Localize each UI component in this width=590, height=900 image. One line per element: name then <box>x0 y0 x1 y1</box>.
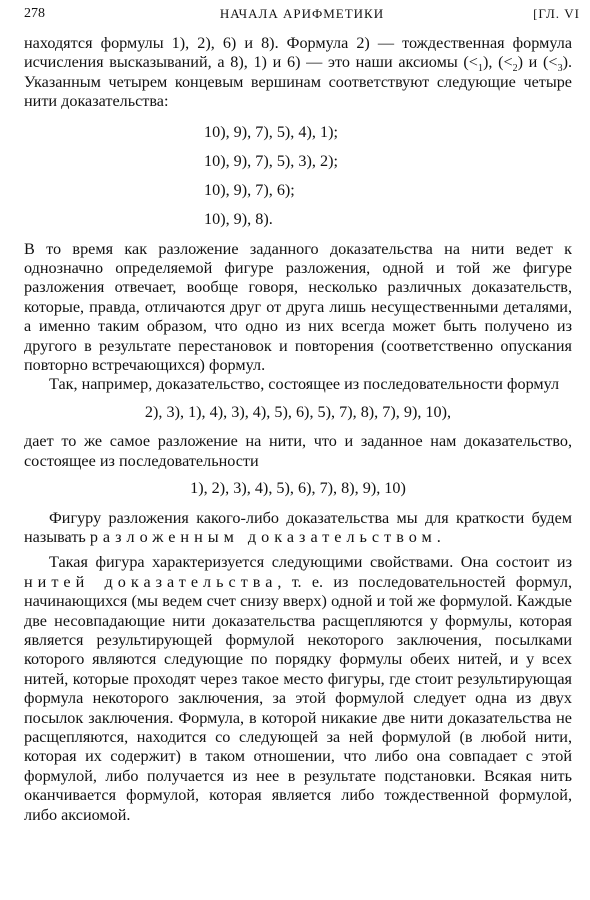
thread-line: 10), 9), 8). <box>204 209 273 228</box>
paragraph-6-text: , т. е. из последовательностей формул, начинающихся (мы ведем счет снизу вверх) одной и той же формулой. Каждые две несовпадающие нити доказательства расщепляются у формулы, которая является результирующей формулой некоторого заключения, посылками которого являются следующие по порядку формулы обеих нитей, и у всех нитей, которые проходят через такое место фигуры, где стоит результирующая формула некоторого заключения, за этой формулой следует одна из двух посылок заключения. Формула, в которой никакие две нити доказательства не расщепляются, находится со следующей за ней формулой (в любой нити, которая их содержит) в таком отношении, что либо она совпадает с этой формулой, либо получается из нее в результате подстановки. Всякая нить оканчивается формулой, которая является либо тождественной формулой, либо аксиомой. <box>24 572 572 824</box>
subscript: 3 <box>557 63 563 75</box>
thread-line: 10), 9), 7), 5), 3), 2); <box>204 151 338 170</box>
paragraph-1-text: ), (< <box>482 53 513 72</box>
paragraph-1-text: ) и (< <box>517 53 558 72</box>
paragraph-1-text: ). Указанным четырем концевым вершинам соответствуют следующие четыре нити доказательства: <box>24 53 572 111</box>
paragraph-2: В то время как разложение заданного доказательства на нити ведет к однозначно определяемой фигуре разложения, одной и той же фигуре разложения отвечает, вообще говоря, несколько различных доказательств, которые, правда, отличаются друг от друга лишь несущественными деталями, а именно таким образом, что одно из них всегда может быть получено из другого в результате перестановок и повторения (соответственно опускания повторно встречающихся) формул. <box>24 239 572 375</box>
spaced-term: разложенным доказательством <box>89 527 437 546</box>
paragraph-1 <box>24 34 572 112</box>
spaced-term: нитей доказательства <box>24 572 278 591</box>
paragraph-5 <box>24 509 572 548</box>
paragraph-5-text: . <box>436 527 441 546</box>
page-number: 278 <box>24 6 45 21</box>
thread-list <box>204 118 572 234</box>
page-body <box>24 34 572 825</box>
running-title: НАЧАЛА АРИФМЕТИКИ <box>219 6 385 21</box>
paragraph-6 <box>24 553 572 825</box>
running-header <box>24 4 580 24</box>
subscript: 2 <box>512 63 518 75</box>
formula-sequence-2: 1), 2), 3), 4), 5), 6), 7), 8), 9), 10) <box>190 479 406 498</box>
subscript: 1 <box>477 63 483 75</box>
paragraph-4: дает то же самое разложение на нити, что и заданное нам доказательство, состоящее из последовательности <box>24 432 572 470</box>
thread-line: 10), 9), 7), 6); <box>204 180 295 199</box>
paragraph-6-text: Такая фигура характеризуется следующими свойствами. Она состоит из <box>49 553 572 572</box>
paragraph-3: Так, например, доказательство, состоящее из последовательности формул <box>49 375 560 394</box>
thread-line: 10), 9), 7), 5), 4), 1); <box>204 122 338 141</box>
chapter-label: [ГЛ. VI <box>533 6 580 21</box>
paragraph-5-text: Фигуру разложения какого-либо доказательства мы для краткости будем называть <box>24 508 572 546</box>
paragraph-1-text: находятся формулы 1), 2), 6) и 8). Формула 2) — тождественная формула исчисления высказываний, а 8), 1) и 6) — это наши аксиомы (< <box>24 34 572 72</box>
formula-sequence-1: 2), 3), 1), 4), 3), 4), 5), 6), 5), 7), 8), 7), 9), 10), <box>144 402 452 421</box>
